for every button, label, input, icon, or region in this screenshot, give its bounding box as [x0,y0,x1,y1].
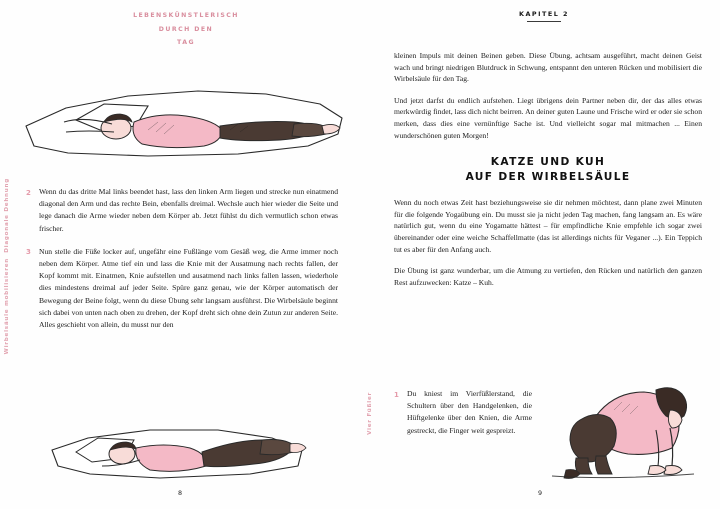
folio-right: 9 [537,489,543,497]
step-text: Nun stelle die Füße locker auf, ungefähr eine Fußlänge vom Gesäß weg, die Arme immer noch neben dem Körper. Atme tief ein und lass die Knie mit der Ausatmung nach rechts fallen, der Kopf kommt mit. Einatmen, Knie aufstellen und ausatmend nach links fallen lassen, wiederhole dies mindestens dreimal auf jeder Seite. Spüre ganz genau, wie der Körper automatisch der Bewegung der Beine folgt, wenn du diese Übung sehr langsam ausführst. Die Wirbelsäule beginnt sich dabei von unten nach oben zu drehen, der Kopf dreht sich ohne dein Zutun zur anderen Seite. Alles geschieht von allein, du musst nur den [39,246,338,330]
side-tab-label: Wirbelsäule mobilisieren [4,258,10,355]
illustration-knees-to-side [40,400,330,490]
paragraph: kleinen Impuls mit deinen Beinen geben. Diese Übung, achtsam ausgeführt, macht deinen Geist wach und bringt niedrigen Blutdruck in Schwung, entspannt den unteren Rücken und mobilisiert die Wirbelsäule für den Tag. [394,51,702,84]
illustration-lying-diagonal-stretch [8,60,352,178]
illustration-cat-cow-pose [544,370,704,492]
left-running-head [26,0,346,50]
right-step-column [394,388,532,448]
section-heading [394,155,702,185]
paragraph: Die Übung ist ganz wunderbar, um die Atmung zu vertiefen, den Rücken und natürlich den ganzen Rest aufzuwecken: Katze – Kuh. [394,266,702,287]
left-text-column [26,186,338,342]
running-head-line-1: LEBENSKÜNSTLERISCH [133,12,239,19]
running-head-line-3: TAG [177,39,195,46]
step-number: 1 [394,390,399,399]
step-number: 2 [26,188,31,197]
paragraph: Und jetzt darfst du endlich aufstehen. Liegt übrigens dein Partner neben dir, der das alles etwas merkwürdig findet, lass dich nicht beirren. An deiner guten Laune und Frische wird er oder sie schon merken, dass dies eine vernünftige Sache ist. Und vielleicht sogar mal mitmachen ... Einen wunderschönen guten Morgen! [394,95,702,140]
step-number: 3 [26,248,31,257]
section-heading-line-1: KATZE UND KUH [490,156,606,169]
step-paragraph [26,186,338,235]
running-head-text: KAPITEL 2 [519,10,569,18]
step-paragraph [394,388,532,437]
step-text: Wenn du das dritte Mal links beendet hast, lass den linken Arm liegen und strecke nun einatmend diagonal den Arm und das rechte Bein, ebenfalls dreimal. Wechsle auch hier wieder die Seite und lege danach die Arme wieder neben dem Körper ab. Jetzt fühlst du dich vermutlich schon etwas frischer. [39,187,338,233]
step-text: Du kniest im Vierfüßlerstand, die Schultern über den Handgelenken, die Hüftgelenke über den Knien, die Arme gestreckt, die Finger weit gespreizt. [407,389,532,435]
right-page [360,0,720,509]
running-head-line-2: DURCH DEN [158,25,214,33]
side-tab-label: Diagonale Dehnung [4,178,10,253]
paragraph: Wenn du noch etwas Zeit hast beziehungsweise sie dir nehmen möchtest, dann plane zwei Minuten für die folgende Yogaübung ein. Du musst sie ja nicht jeden Tag machen, fang langsam an. Es wäre natürlich gut, wenn du eine Yogamatte hättest – für empfindliche Knie empfehle ich sogar zwei übereinander oder eine weiche Schaffellmatte (das ist allerdings nichts für Veganer ...). Ein Teppich tut es aber für den Anfang auch. [394,198,702,254]
side-tab-vier-fuessler [367,392,373,435]
right-running-head [386,0,702,22]
section-heading-line-2: AUF DER WIRBELSÄULE [465,171,631,184]
side-tab-label: Vier Füßler [367,392,373,435]
side-tab-diagonale-dehnung [4,178,10,253]
folio-left: 8 [177,489,183,497]
running-head-rule [527,21,561,22]
step-paragraph [26,246,338,331]
side-tab-wirbelsaeule-mobilisieren [4,258,10,354]
right-text-column [394,50,702,294]
